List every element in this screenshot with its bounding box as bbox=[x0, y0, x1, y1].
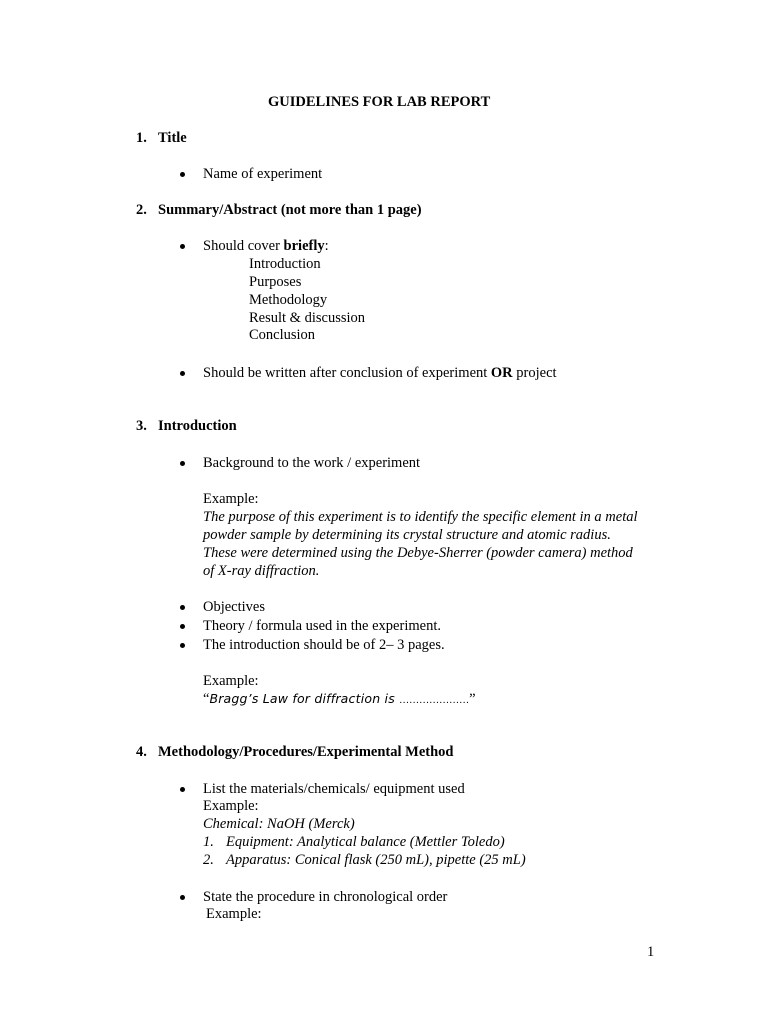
section-1-number: 1. bbox=[136, 130, 147, 146]
section-4-bullet-1: List the materials/chemicals/ equipment used bbox=[203, 781, 465, 797]
section-4-number: 4. bbox=[136, 744, 147, 760]
section-2-heading: Summary/Abstract (not more than 1 page) bbox=[158, 202, 422, 218]
section-3-bullet: The introduction should be of 2– 3 pages. bbox=[203, 637, 445, 653]
bullet-icon bbox=[180, 244, 185, 249]
section-1-bullet: Name of experiment bbox=[203, 166, 323, 182]
summary-item: Methodology bbox=[249, 292, 328, 308]
example-text-line: These were determined using the Debye-Sherrer (powder camera) method bbox=[203, 545, 633, 561]
section-2-number: 2. bbox=[136, 202, 147, 218]
list-item: Equipment: Analytical balance (Mettler Toledo) bbox=[226, 834, 505, 850]
bullet-icon bbox=[180, 624, 185, 629]
section-4-heading: Methodology/Procedures/Experimental Method bbox=[158, 744, 454, 760]
bullet-icon bbox=[180, 643, 185, 648]
list-item-number: 2. bbox=[203, 852, 214, 868]
summary-item: Result & discussion bbox=[249, 310, 366, 326]
section-3-bullet: Objectives bbox=[203, 599, 266, 615]
section-3-bullet-1: Background to the work / experiment bbox=[203, 455, 421, 471]
bullet-icon bbox=[180, 787, 185, 792]
section-2-bullet-1: Should cover briefly: bbox=[203, 238, 329, 254]
section-4-bullet-2: State the procedure in chronological order bbox=[203, 889, 448, 905]
example-label: Example: bbox=[206, 906, 262, 922]
summary-item: Conclusion bbox=[249, 327, 316, 343]
bullet-icon bbox=[180, 895, 185, 900]
section-3-number: 3. bbox=[136, 418, 147, 434]
example-label: Example: bbox=[203, 491, 259, 507]
list-item: Apparatus: Conical flask (250 mL), pipette (25 mL) bbox=[226, 852, 526, 868]
section-2-bullet-2: Should be written after conclusion of experiment OR project bbox=[203, 365, 557, 381]
bullet-icon bbox=[180, 605, 185, 610]
bullet-icon bbox=[180, 172, 185, 177]
summary-item: Introduction bbox=[249, 256, 321, 272]
section-3-heading: Introduction bbox=[158, 418, 237, 434]
section-1-heading: Title bbox=[158, 130, 187, 146]
page-number: 1 bbox=[647, 944, 655, 960]
summary-item: Purposes bbox=[249, 274, 302, 290]
chemical-line: Chemical: NaOH (Merck) bbox=[203, 816, 355, 832]
bragg-example: “Bragg’s Law for diffraction is …………………” bbox=[203, 691, 476, 707]
example-text-line: of X-ray diffraction. bbox=[203, 563, 320, 579]
example-label: Example: bbox=[203, 673, 259, 689]
bullet-icon bbox=[180, 461, 185, 466]
example-text-line: powder sample by determining its crystal structure and atomic radius. bbox=[203, 527, 611, 543]
section-3-bullet: Theory / formula used in the experiment. bbox=[203, 618, 441, 634]
example-label: Example: bbox=[203, 798, 259, 814]
list-item-number: 1. bbox=[203, 834, 214, 850]
page-title: GUIDELINES FOR LAB REPORT bbox=[268, 94, 491, 110]
bullet-icon bbox=[180, 371, 185, 376]
example-text-line: The purpose of this experiment is to identify the specific element in a metal bbox=[203, 509, 638, 525]
